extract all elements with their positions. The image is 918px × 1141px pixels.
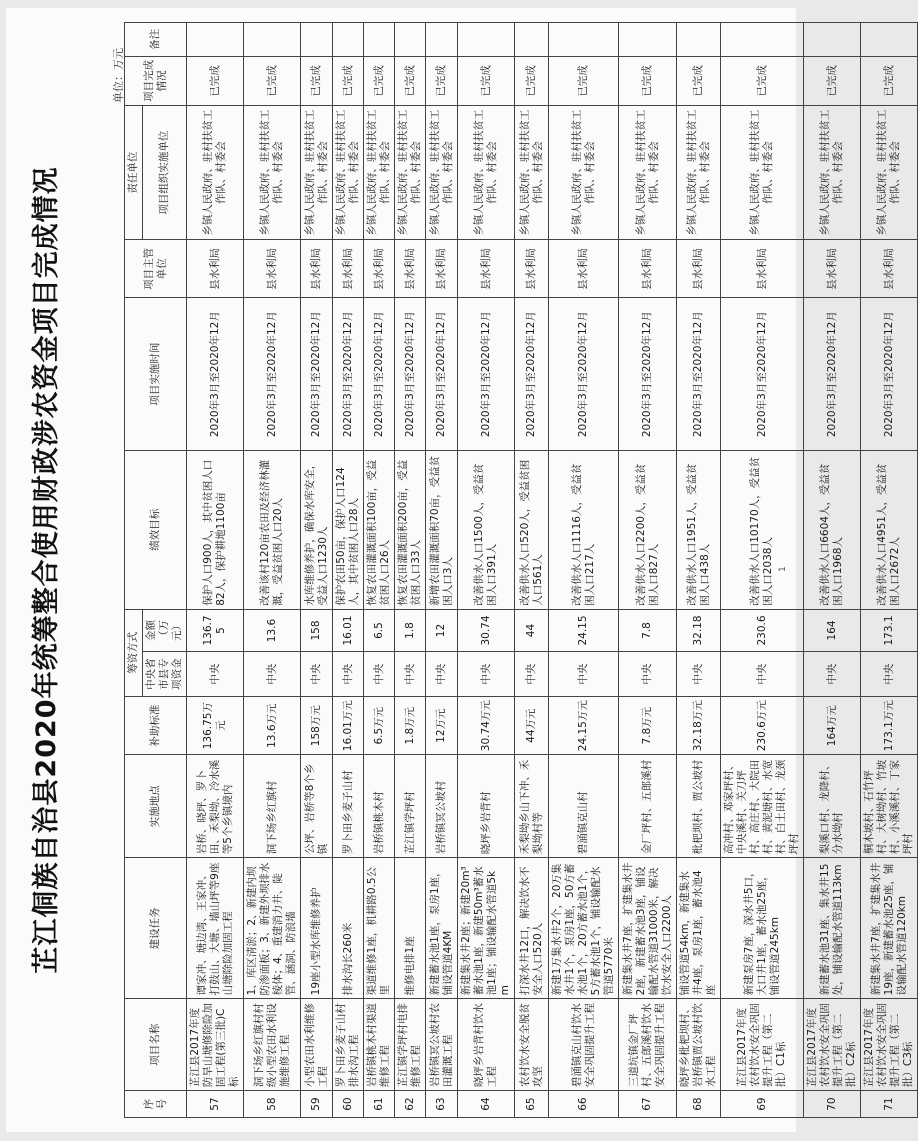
cell-seq: 64 (458, 1091, 515, 1118)
table-row (619, 23, 677, 1118)
cell-amount: 12 (426, 609, 458, 652)
cell-resp: 乡镇人民政府、驻村扶贫工作队、村委会 (515, 105, 549, 239)
cell-resp: 乡镇人民政府、驻村扶贫工作队、村委会 (619, 105, 677, 239)
header-name: 项目名称 (125, 999, 187, 1091)
cell-dept: 县水利局 (458, 240, 515, 298)
cell-task: 新建集水井7座，扩建集水井19座，新建蓄水池25座，铺设输配水管道120km (861, 858, 918, 999)
cell-standard: 16.01万元 (333, 697, 364, 755)
cell-name: 碧涌镇克山村饮水安全巩固提升工程 (549, 999, 619, 1091)
cell-period: 2020年3月至2020年12月 (458, 298, 515, 450)
cell-standard: 24.15万元 (549, 697, 619, 755)
document-page (6, 8, 914, 1132)
cell-goal: 水库维修养护，确保水库安全，受益人口1230人 (301, 450, 333, 609)
table-row (187, 23, 244, 1118)
header-dept: 项目主管单位 (125, 240, 187, 298)
table-row (364, 23, 395, 1118)
cell-goal: 保护人口900人，其中贫困人口82人，保护耕地1100亩 (187, 450, 244, 609)
header-location: 实施地点 (125, 755, 187, 858)
cell-resp: 乡镇人民政府、驻村扶贫工作队、村委会 (395, 105, 426, 239)
cell-name: 洞下场乡红旗村村级小型农田水利设施维修工程 (244, 999, 301, 1091)
cell-remark (395, 23, 426, 57)
cell-amount: 32.18 (677, 609, 721, 652)
cell-goal: 改善供水人口1500人，受益贫困人口391人 (458, 450, 515, 609)
cell-resp: 乡镇人民政府、驻村扶贫工作队、村委会 (721, 105, 804, 239)
cell-amount: 230.6 (721, 609, 804, 652)
cell-dept: 县水利局 (395, 240, 426, 298)
cell-dept: 县水利局 (804, 240, 861, 298)
cell-seq: 58 (244, 1091, 301, 1118)
cell-dept: 县水利局 (187, 240, 244, 298)
cell-remark (187, 23, 244, 57)
cell-seq: 68 (677, 1091, 721, 1118)
page-title: 芷江侗族自治县2020年统筹整合使用财政涉农资金项目完成情况 (31, 166, 62, 974)
header-status: 项目完成情况 (125, 56, 187, 105)
cell-task: 新建1万集水井2个，20万集水井1个，泵房1座，50方蓄水池1个，20方蓄水池1个，5方蓄水池1个，铺设输配水管道5770米 (549, 858, 619, 999)
cell-seq: 70 (804, 1091, 861, 1118)
cell-goal: 恢复农田灌溉面积200亩，受益贫困人口33人 (395, 450, 426, 609)
cell-remark (515, 23, 549, 57)
cell-standard: 136.75万元 (187, 697, 244, 755)
cell-resp: 乡镇人民政府、驻村扶贫工作队、村委会 (426, 105, 458, 239)
cell-period: 2020年3月至2020年12月 (619, 298, 677, 450)
cell-period: 2020年3月至2020年12月 (395, 298, 426, 450)
cell-remark (244, 23, 301, 57)
cell-fund: 中央 (515, 652, 549, 697)
cell-name: 芷江县2017年度农村饮水安全巩固提升工程（第二批）C1标 (721, 999, 804, 1091)
table-row (426, 23, 458, 1118)
cell-dept: 县水利局 (861, 240, 918, 298)
header-goal: 绩效目标 (125, 450, 187, 609)
cell-location: 公坪、岩桥等8个乡镇 (301, 755, 333, 858)
header-period: 项目实施时间 (125, 298, 187, 450)
cell-standard: 12万元 (426, 697, 458, 755)
cell-amount: 173.1 (861, 609, 918, 652)
cell-remark (861, 23, 918, 57)
cell-fund: 中央 (861, 652, 918, 697)
table-row (861, 23, 918, 1118)
cell-seq: 60 (333, 1091, 364, 1118)
cell-amount: 44 (515, 609, 549, 652)
cell-fund: 中央 (333, 652, 364, 697)
cell-task: 铺设管道54km，新建集水井4座，泵房1座，蓄水池4座 (677, 858, 721, 999)
cell-name: 芷江县2017年度防旱山塘修除险加固工程(第三批)C标 (187, 999, 244, 1091)
cell-location: 高冲村、邓家坪村、中央溪村、关刀坪村、高庄村、大院田村、黄泥塘村、水宽村、白土田村、龙颈坪村 (721, 755, 804, 858)
cell-dept: 县水利局 (549, 240, 619, 298)
cell-seq: 57 (187, 1091, 244, 1118)
cell-standard: 6.5万元 (364, 697, 395, 755)
cell-goal: 恢复农田灌溉面积100亩，受益贫困人口26人 (364, 450, 395, 609)
cell-amount: 30.74 (458, 609, 515, 652)
cell-name: 晓坪乡岩背村饮水工程 (458, 999, 515, 1091)
cell-name: 岩桥镇冥公坡村农田灌溉工程 (426, 999, 458, 1091)
cell-goal: 改善供水人口520人，受益贫困人口561人 (515, 450, 549, 609)
cell-remark (721, 23, 804, 57)
cell-task: 新建集水井7座，扩建集水井2座，新建蓄水池3座，铺设输配水管道31000米，解决饮水安全人口2200人 (619, 858, 677, 999)
cell-standard: 158万元 (301, 697, 333, 755)
cell-standard: 44万元 (515, 697, 549, 755)
cell-goal: 改善供水人口6604人，受益贫困人口1968人 (804, 450, 861, 609)
cell-status: 已完成 (549, 56, 619, 105)
cell-name: 芷江县2017年度农村饮水安全巩固提升工程（第二批）C2标 (804, 999, 861, 1091)
cell-resp: 乡镇人民政府、驻村扶贫工作队、村委会 (364, 105, 395, 239)
table-row (301, 23, 333, 1118)
cell-status: 已完成 (619, 56, 677, 105)
cell-period: 2020年3月至2020年12月 (426, 298, 458, 450)
cell-fund: 中央 (395, 652, 426, 697)
cell-status: 已完成 (426, 56, 458, 105)
cell-seq: 71 (861, 1091, 918, 1118)
cell-period: 2020年3月至2020年12月 (515, 298, 549, 450)
header-standard: 补助标准 (125, 697, 187, 755)
table-row (721, 23, 804, 1118)
cell-resp: 乡镇人民政府、驻村扶贫工作队、村委会 (244, 105, 301, 239)
cell-status: 已完成 (364, 56, 395, 105)
cell-amount: 136.75 (187, 609, 244, 652)
cell-location: 枇杷坝村、贾公坡村 (677, 755, 721, 858)
cell-goal: 保护农田50亩，保护人口124人，其中贫困人口28人 (333, 450, 364, 609)
table-row (804, 23, 861, 1118)
cell-seq: 59 (301, 1091, 333, 1118)
cell-dept: 县水利局 (244, 240, 301, 298)
header-seq: 序号 (125, 1091, 187, 1118)
table-row (515, 23, 549, 1118)
cell-location: 洞下场乡红旗村 (244, 755, 301, 858)
cell-seq: 67 (619, 1091, 677, 1118)
cell-remark (426, 23, 458, 57)
cell-seq: 62 (395, 1091, 426, 1118)
cell-remark (804, 23, 861, 57)
cell-task: 渠道维修1座，机耕路0.5公里 (364, 858, 395, 999)
header-remark: 备注 (125, 23, 187, 57)
cell-remark (364, 23, 395, 57)
cell-task: 排水沟长260米 (333, 858, 364, 999)
cell-dept: 县水利局 (333, 240, 364, 298)
cell-period: 2020年3月至2020年12月 (333, 298, 364, 450)
cell-goal: 改善供水人口1951人，受益贫困人口438人 (677, 450, 721, 609)
cell-dept: 县水利局 (426, 240, 458, 298)
cell-status: 已完成 (244, 56, 301, 105)
cell-status: 已完成 (721, 56, 804, 105)
cell-status: 已完成 (458, 56, 515, 105)
cell-fund: 中央 (677, 652, 721, 697)
cell-standard: 164万元 (804, 697, 861, 755)
cell-location: 碧涌镇克山村 (549, 755, 619, 858)
cell-remark (333, 23, 364, 57)
cell-dept: 县水利局 (619, 240, 677, 298)
page-number: 1 (778, 566, 788, 572)
header-central: 中央省市县专项资金 (143, 652, 187, 697)
unit-label: 单位：万元 (112, 48, 125, 103)
cell-resp: 乡镇人民政府、驻村扶贫工作队、村委会 (804, 105, 861, 239)
cell-fund: 中央 (301, 652, 333, 697)
cell-status: 已完成 (804, 56, 861, 105)
cell-name: 芷江镇学坪村电排维修工程 (395, 999, 426, 1091)
cell-amount: 158 (301, 609, 333, 652)
cell-status: 已完成 (301, 56, 333, 105)
cell-period: 2020年3月至2020年12月 (721, 298, 804, 450)
cell-status: 已完成 (187, 56, 244, 105)
cell-task: 打深水井12口，解决饮水不安全人口520人 (515, 858, 549, 999)
cell-dept: 县水利局 (721, 240, 804, 298)
cell-standard: 7.8万元 (619, 697, 677, 755)
cell-fund: 中央 (804, 652, 861, 697)
cell-status: 已完成 (515, 56, 549, 105)
cell-location: 岩桥、晓坪、罗卜田、禾梨坳、冷水溪等5个乡镇境内 (187, 755, 244, 858)
cell-goal: 改善供水人口10170人，受益贫困人口2038人 (721, 450, 804, 609)
cell-location: 金厂坪村、五郎溪村 (619, 755, 677, 858)
cell-task: 新建泵房7座，深水井5口，大口井1座，蓄水池25座，铺设管道245km (721, 858, 804, 999)
cell-amount: 24.15 (549, 609, 619, 652)
table-row (333, 23, 364, 1118)
cell-period: 2020年3月至2020年12月 (301, 298, 333, 450)
cell-seq: 61 (364, 1091, 395, 1118)
cell-dept: 县水利局 (364, 240, 395, 298)
cell-task: 维修电排1座 (395, 858, 426, 999)
cell-location: 岩桥镇冥公坡村 (426, 755, 458, 858)
cell-task: 新建蓄水池31座、集水井15处，铺设输配水管道113km (804, 858, 861, 999)
cell-resp: 乡镇人民政府、驻村扶贫工作队、村委会 (677, 105, 721, 239)
cell-amount: 16.01 (333, 609, 364, 652)
cell-seq: 63 (426, 1091, 458, 1118)
cell-location: 岩桥镇桃木村 (364, 755, 395, 858)
cell-status: 已完成 (861, 56, 918, 105)
table-row (458, 23, 515, 1118)
cell-amount: 1.8 (395, 609, 426, 652)
cell-task: 谭家冲、塘边湾、王家冲、打鼓山、大塘、墙山坪等9座山塘除险加固工程 (187, 858, 244, 999)
cell-standard: 173.1万元 (861, 697, 918, 755)
cell-name: 晓坪乡枇杷坝村、岩桥镇贾公坡村饮水工程 (677, 999, 721, 1091)
cell-period: 2020年3月至2020年12月 (244, 298, 301, 450)
cell-period: 2020年3月至2020年12月 (364, 298, 395, 450)
cell-goal: 改善供水人口4951人，受益贫困人口2672人 (861, 450, 918, 609)
table-row (549, 23, 619, 1118)
cell-remark (619, 23, 677, 57)
cell-standard: 32.18万元 (677, 697, 721, 755)
cell-goal: 改善供水人口1116人，受益贫困人口217人 (549, 450, 619, 609)
cell-name: 芷江县2017年度农村饮水安全巩固提升工程（第二批）C3标 (861, 999, 918, 1091)
cell-resp: 乡镇人民政府、驻村扶贫工作队、村委会 (458, 105, 515, 239)
cell-goal: 改善该村120亩农田及经济林灌溉，受益贫困人口20人 (244, 450, 301, 609)
cell-dept: 县水利局 (677, 240, 721, 298)
cell-resp: 乡镇人民政府、驻村扶贫工作队、村委会 (301, 105, 333, 239)
cell-seq: 65 (515, 1091, 549, 1118)
cell-period: 2020年3月至2020年12月 (677, 298, 721, 450)
cell-name: 农村饮水安全脱贫攻坚 (515, 999, 549, 1091)
header-resp-group: 责任单位 (125, 105, 143, 239)
cell-name: 罗卜田乡麦子山村排水沟工程 (333, 999, 364, 1091)
cell-location: 晓坪乡岩背村 (458, 755, 515, 858)
cell-resp: 乡镇人民政府、驻村扶贫工作队、村委会 (187, 105, 244, 239)
cell-task: 新建集水井2座；新建20m³蓄水池1座，新建50m³蓄水池1座；铺设输配水管道5km (458, 858, 515, 999)
cell-task: 1、库区清淤；2、新建内坝防渗面板；3、新建外坝排水棱体；4、重建消力井、陡管、涵洞、防浪墙 (244, 858, 301, 999)
cell-fund: 中央 (721, 652, 804, 697)
header-fund-group: 筹资方式 (125, 609, 143, 696)
cell-standard: 13.6万元 (244, 697, 301, 755)
cell-name: 岩桥镇桃木村渠道维修工程 (364, 999, 395, 1091)
cell-period: 2020年3月至2020年12月 (187, 298, 244, 450)
table-row (395, 23, 426, 1118)
cell-standard: 1.8万元 (395, 697, 426, 755)
cell-amount: 13.6 (244, 609, 301, 652)
cell-fund: 中央 (244, 652, 301, 697)
table-row (244, 23, 301, 1118)
cell-period: 2020年3月至2020年12月 (861, 298, 918, 450)
cell-fund: 中央 (187, 652, 244, 697)
cell-period: 2020年3月至2020年12月 (549, 298, 619, 450)
rotated-table-page (6, 8, 914, 1132)
cell-amount: 6.5 (364, 609, 395, 652)
cell-goal: 新增农田灌溉面积70亩，受益贫困人口3人 (426, 450, 458, 609)
cell-fund: 中央 (426, 652, 458, 697)
cell-task: 19座小型水库维修养护 (301, 858, 333, 999)
cell-remark (458, 23, 515, 57)
cell-standard: 30.74万元 (458, 697, 515, 755)
cell-amount: 164 (804, 609, 861, 652)
cell-location: 芷江镇学坪村 (395, 755, 426, 858)
cell-resp: 乡镇人民政府、驻村扶贫工作队、村委会 (861, 105, 918, 239)
cell-resp: 乡镇人民政府、驻村扶贫工作队、村委会 (333, 105, 364, 239)
cell-seq: 66 (549, 1091, 619, 1118)
cell-remark (301, 23, 333, 57)
cell-location: 桐木坡村、石竹坪村、大树坳村、竹坡村、小溪溪村、丁家坪村 (861, 755, 918, 858)
cell-task: 新建蓄水池1座，泵房1座，铺设管道4KM (426, 858, 458, 999)
cell-remark (549, 23, 619, 57)
cell-status: 已完成 (395, 56, 426, 105)
cell-dept: 县水利局 (301, 240, 333, 298)
cell-amount: 7.8 (619, 609, 677, 652)
cell-period: 2020年3月至2020年12月 (804, 298, 861, 450)
cell-fund: 中央 (364, 652, 395, 697)
header-resp: 项目组织实施单位 (143, 105, 187, 239)
cell-status: 已完成 (677, 56, 721, 105)
cell-fund: 中央 (458, 652, 515, 697)
cell-standard: 230.6万元 (721, 697, 804, 755)
header-task: 建设任务 (125, 858, 187, 999)
table-row (677, 23, 721, 1118)
header-amount: 金额（万元） (143, 609, 187, 652)
cell-status: 已完成 (333, 56, 364, 105)
cell-resp: 乡镇人民政府、驻村扶贫工作队、村委会 (549, 105, 619, 239)
cell-location: 罗卜田乡麦子山村 (333, 755, 364, 858)
cell-goal: 改善供水人口2200人，受益贫困人口827人 (619, 450, 677, 609)
cell-remark (677, 23, 721, 57)
cell-seq: 69 (721, 1091, 804, 1118)
cell-name: 三道坑镇金厂坪村、五郎溪村饮水安全巩固提升工程 (619, 999, 677, 1091)
table-body (187, 23, 918, 1118)
cell-dept: 县水利局 (515, 240, 549, 298)
cell-fund: 中央 (549, 652, 619, 697)
cell-name: 小型农田水利维修工程 (301, 999, 333, 1091)
cell-location: 禾梨坳乡山下冲、禾梨坳村等 (515, 755, 549, 858)
project-table (124, 22, 918, 1118)
cell-location: 梨溪口村、龙降村、分水坳村 (804, 755, 861, 858)
cell-fund: 中央 (619, 652, 677, 697)
